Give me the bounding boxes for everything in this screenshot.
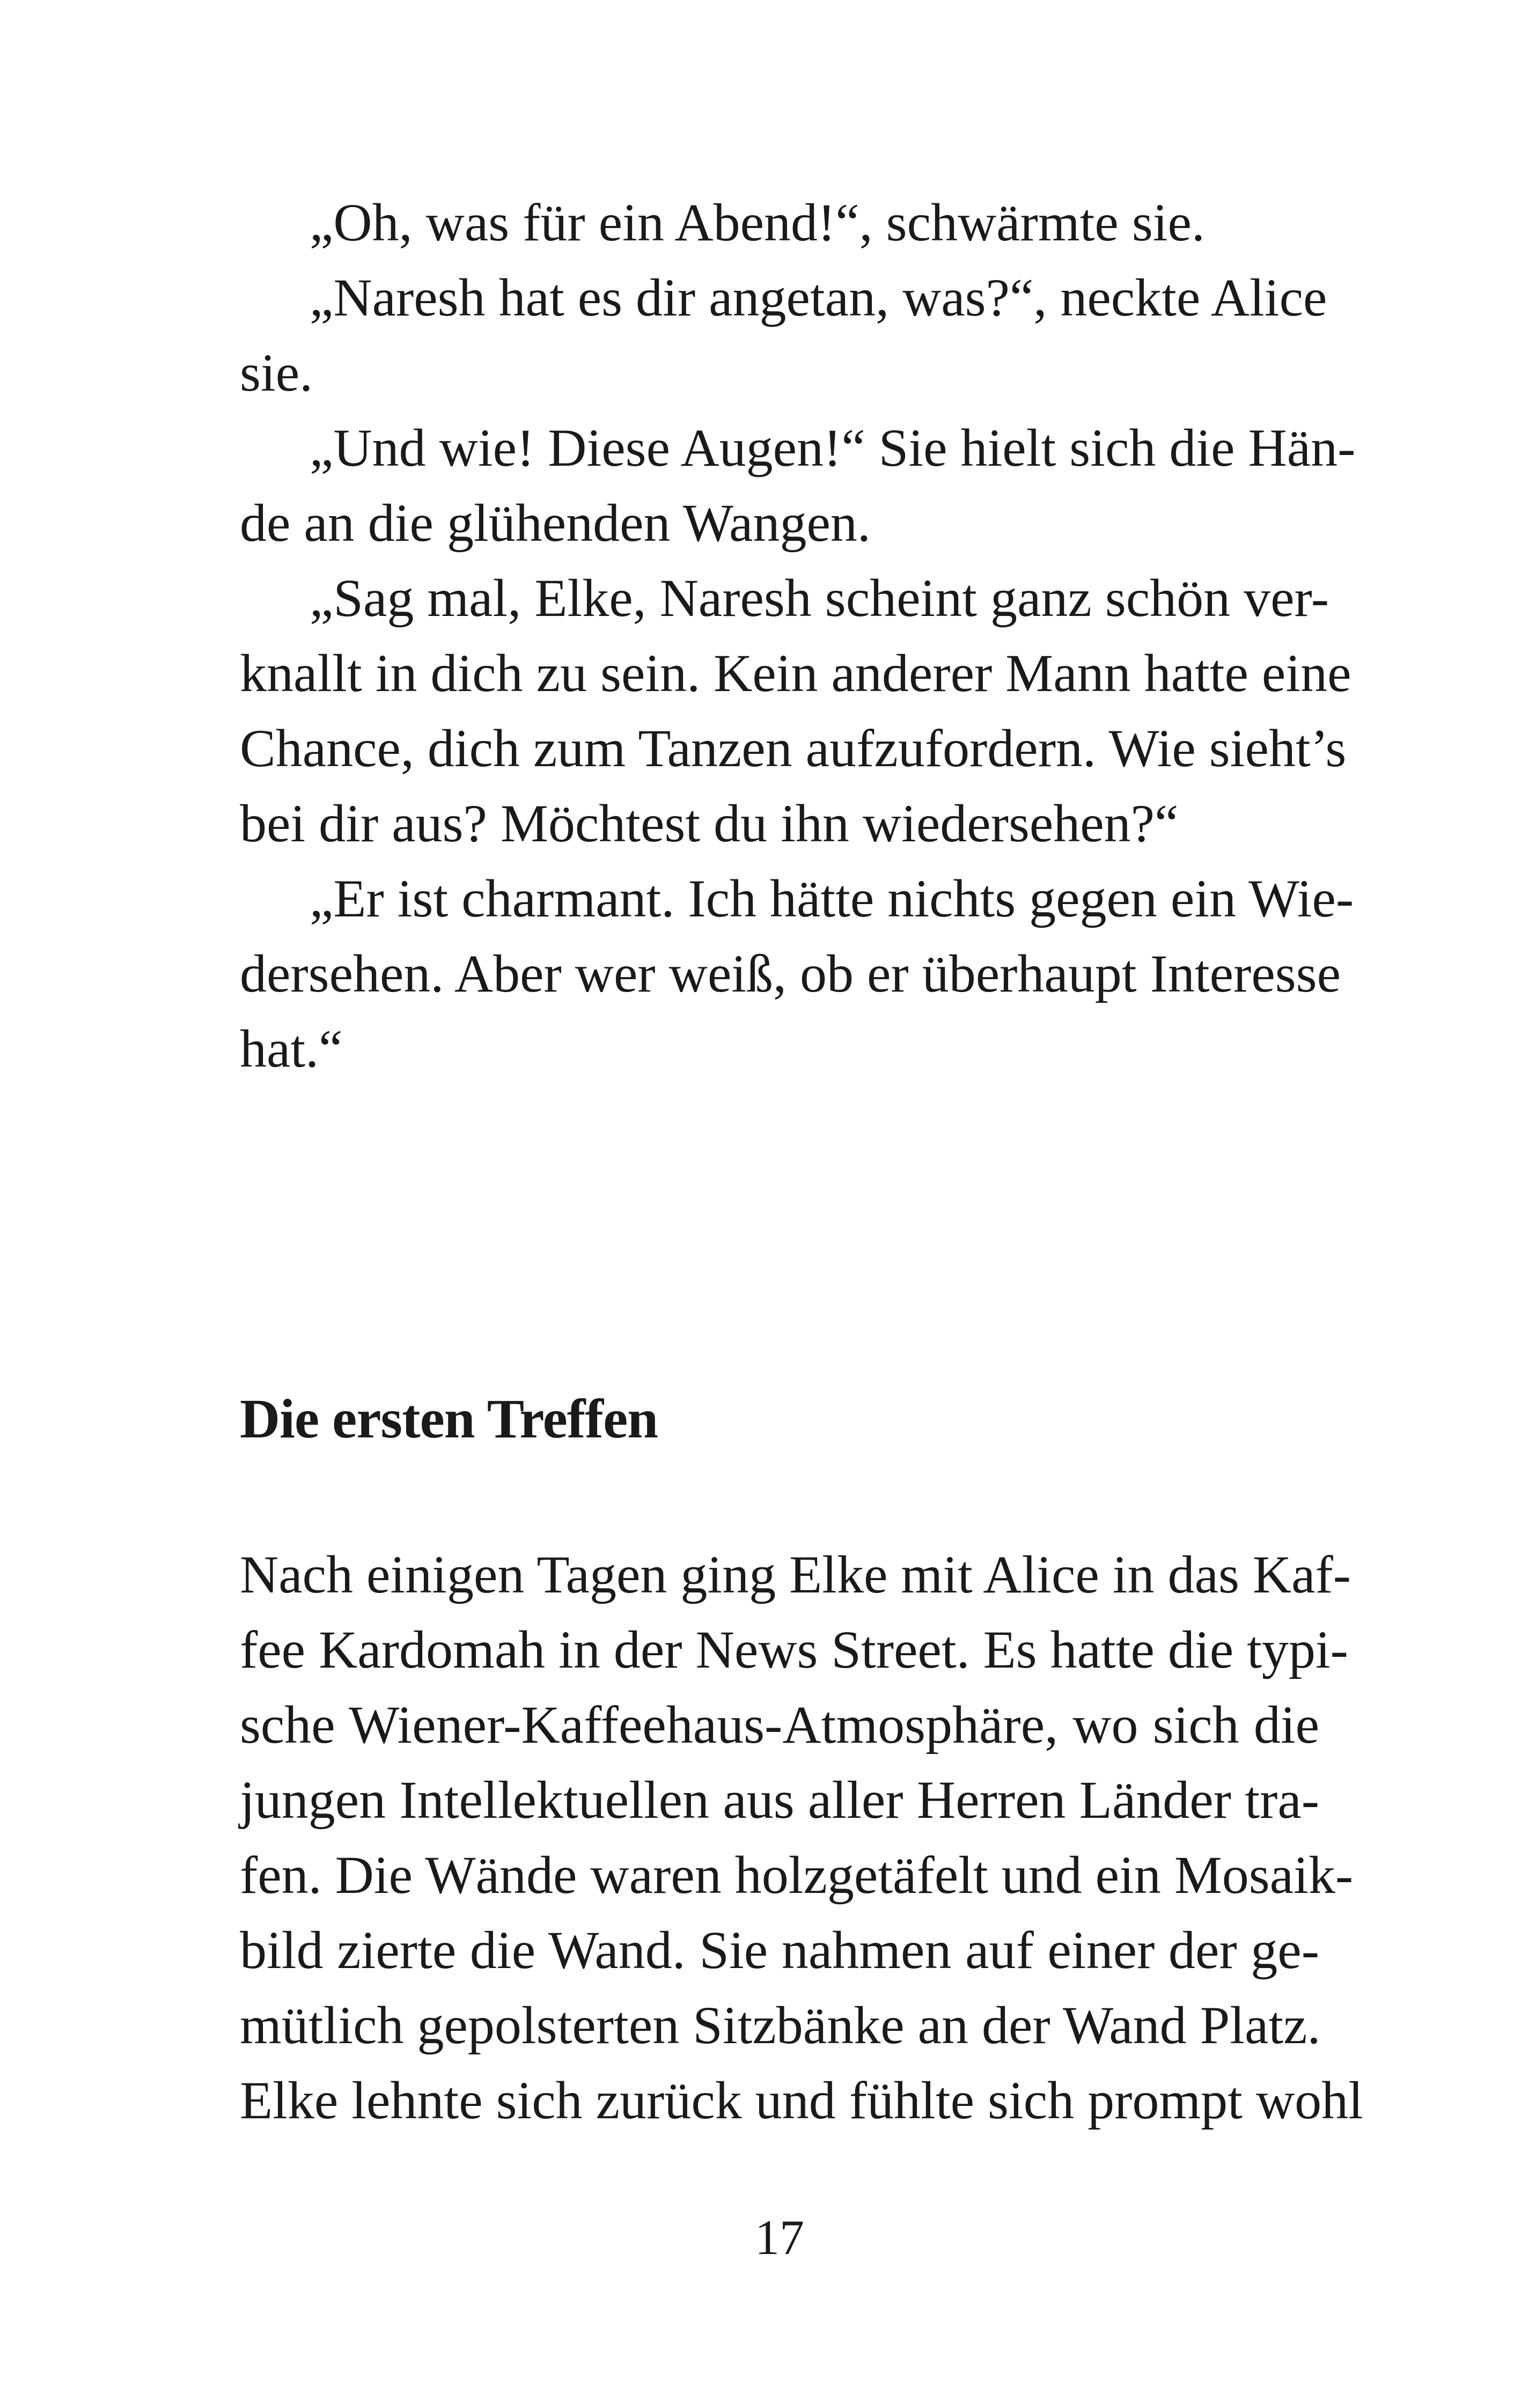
text-line: knallt in dich zu sein. Kein anderer Mann hatte eine	[240, 643, 1351, 703]
text-line: Nach einigen Tagen ging Elke mit Alice in das Kaf-	[240, 1545, 1351, 1604]
text-line: Elke lehnte sich zurück und fühlte sich prompt wohl	[240, 2071, 1363, 2130]
text-line: jungen Intellektuellen aus aller Herren Länder tra-	[240, 1770, 1319, 1830]
text-line: bei dir aus? Möchtest du ihn wiedersehen?“	[240, 794, 1179, 853]
chapter-heading: Die ersten Treffen	[240, 1388, 658, 1450]
book-page	[240, 0, 1363, 2408]
page-number: 17	[755, 2210, 804, 2265]
text-line: sche Wiener-Kaffeehaus-Atmosphäre, wo sich die	[240, 1695, 1319, 1754]
text-line: „Und wie! Diese Augen!“ Sie hielt sich die Hän-	[310, 418, 1356, 478]
text-line: dersehen. Aber wer weiß, ob er überhaupt Interesse	[240, 944, 1341, 1003]
text-line: fen. Die Wände waren holzgetäfelt und ein Mosaik-	[240, 1845, 1354, 1905]
text-line: Chance, dich zum Tanzen aufzufordern. Wie sieht’s	[240, 718, 1347, 778]
text-line: „Er ist charmant. Ich hätte nichts gegen ein Wie-	[310, 869, 1354, 928]
text-line: fee Kardomah in der News Street. Es hatte die typi-	[240, 1620, 1348, 1679]
text-line: hat.“	[240, 1019, 343, 1078]
text-line: sie.	[240, 343, 313, 402]
text-line: de an die glühenden Wangen.	[240, 493, 871, 553]
text-line: bild zierte die Wand. Sie nahmen auf einer der ge-	[240, 1920, 1319, 1980]
text-line: „Sag mal, Elke, Naresh scheint ganz schön ver-	[310, 568, 1329, 628]
text-line: mütlich gepolsterten Sitzbänke an der Wand Platz.	[240, 1995, 1321, 2055]
text-line: „Naresh hat es dir angetan, was?“, neckte Alice	[310, 268, 1327, 327]
text-line: „Oh, was für ein Abend!“, schwärmte sie.	[310, 193, 1205, 252]
